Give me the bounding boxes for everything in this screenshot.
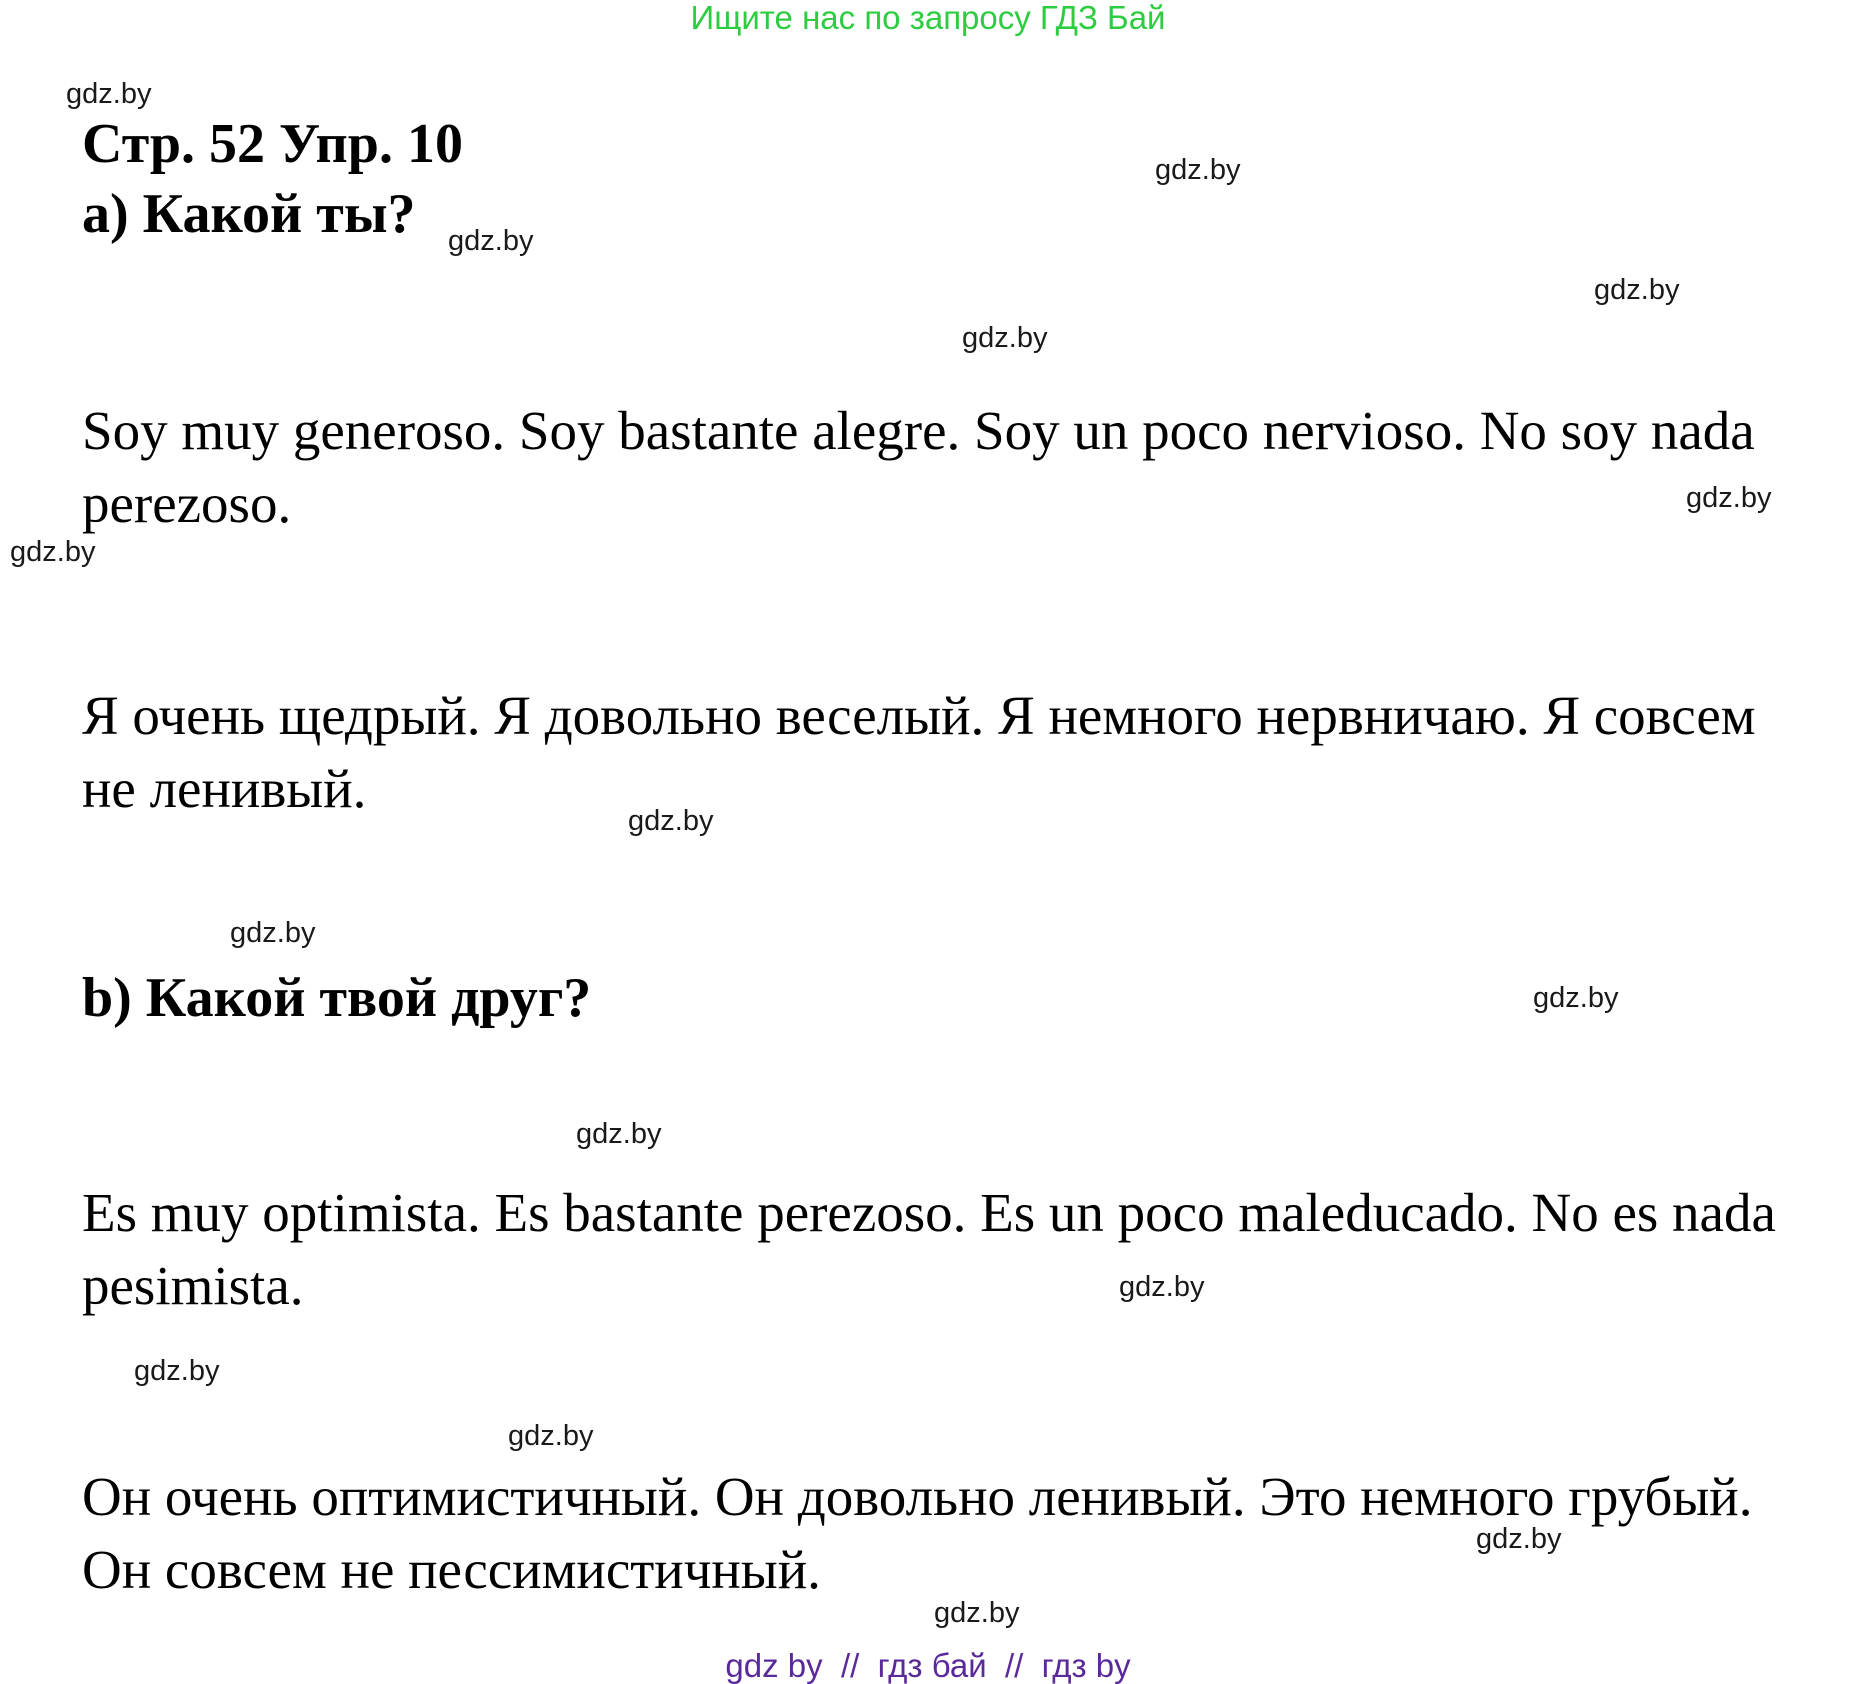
search-hint-banner: Ищите нас по запросу ГДЗ Бай — [690, 0, 1166, 36]
section-b-spanish-text: Es muy optimista. Es bastante perezoso. Es un poco maleducado. No es nada pesimista. — [82, 1182, 1776, 1316]
watermark: gdz.by — [1533, 982, 1619, 1014]
section-b-russian-text: Он очень оптимистичный. Он довольно ленивый. Это немного грубый. Он совсем не пессимистичный. — [82, 1466, 1753, 1600]
watermark: gdz.by — [962, 322, 1048, 354]
watermark: gdz.by — [1119, 1271, 1205, 1303]
watermark: gdz.by — [10, 536, 96, 568]
section-a-title: a) Какой ты? — [82, 183, 416, 245]
watermark: gdz.by — [1686, 482, 1772, 514]
watermark: gdz.by — [66, 78, 152, 110]
watermark: gdz.by — [448, 225, 534, 257]
page-exercise-heading: Стр. 52 Упр. 10 — [82, 113, 463, 175]
watermark: gdz.by — [230, 917, 316, 949]
watermark: gdz.by — [1476, 1523, 1562, 1555]
site-footer-watermark: gdz by // гдз бай // гдз by — [725, 1647, 1131, 1684]
section-a-russian-text: Я очень щедрый. Я довольно веселый. Я немного нервничаю. Я совсем не ленивый. — [82, 685, 1756, 819]
watermark: gdz.by — [576, 1118, 662, 1150]
watermark: gdz.by — [1594, 274, 1680, 306]
watermark: gdz.by — [628, 805, 714, 837]
watermark: gdz.by — [1155, 154, 1241, 186]
section-b-title: b) Какой твой друг? — [82, 967, 592, 1029]
watermark: gdz.by — [934, 1597, 1020, 1629]
watermark: gdz.by — [508, 1420, 594, 1452]
watermark: gdz.by — [134, 1355, 220, 1387]
section-a-spanish-text: Soy muy generoso. Soy bastante alegre. Soy un poco nervioso. No soy nada perezoso. — [82, 400, 1755, 534]
